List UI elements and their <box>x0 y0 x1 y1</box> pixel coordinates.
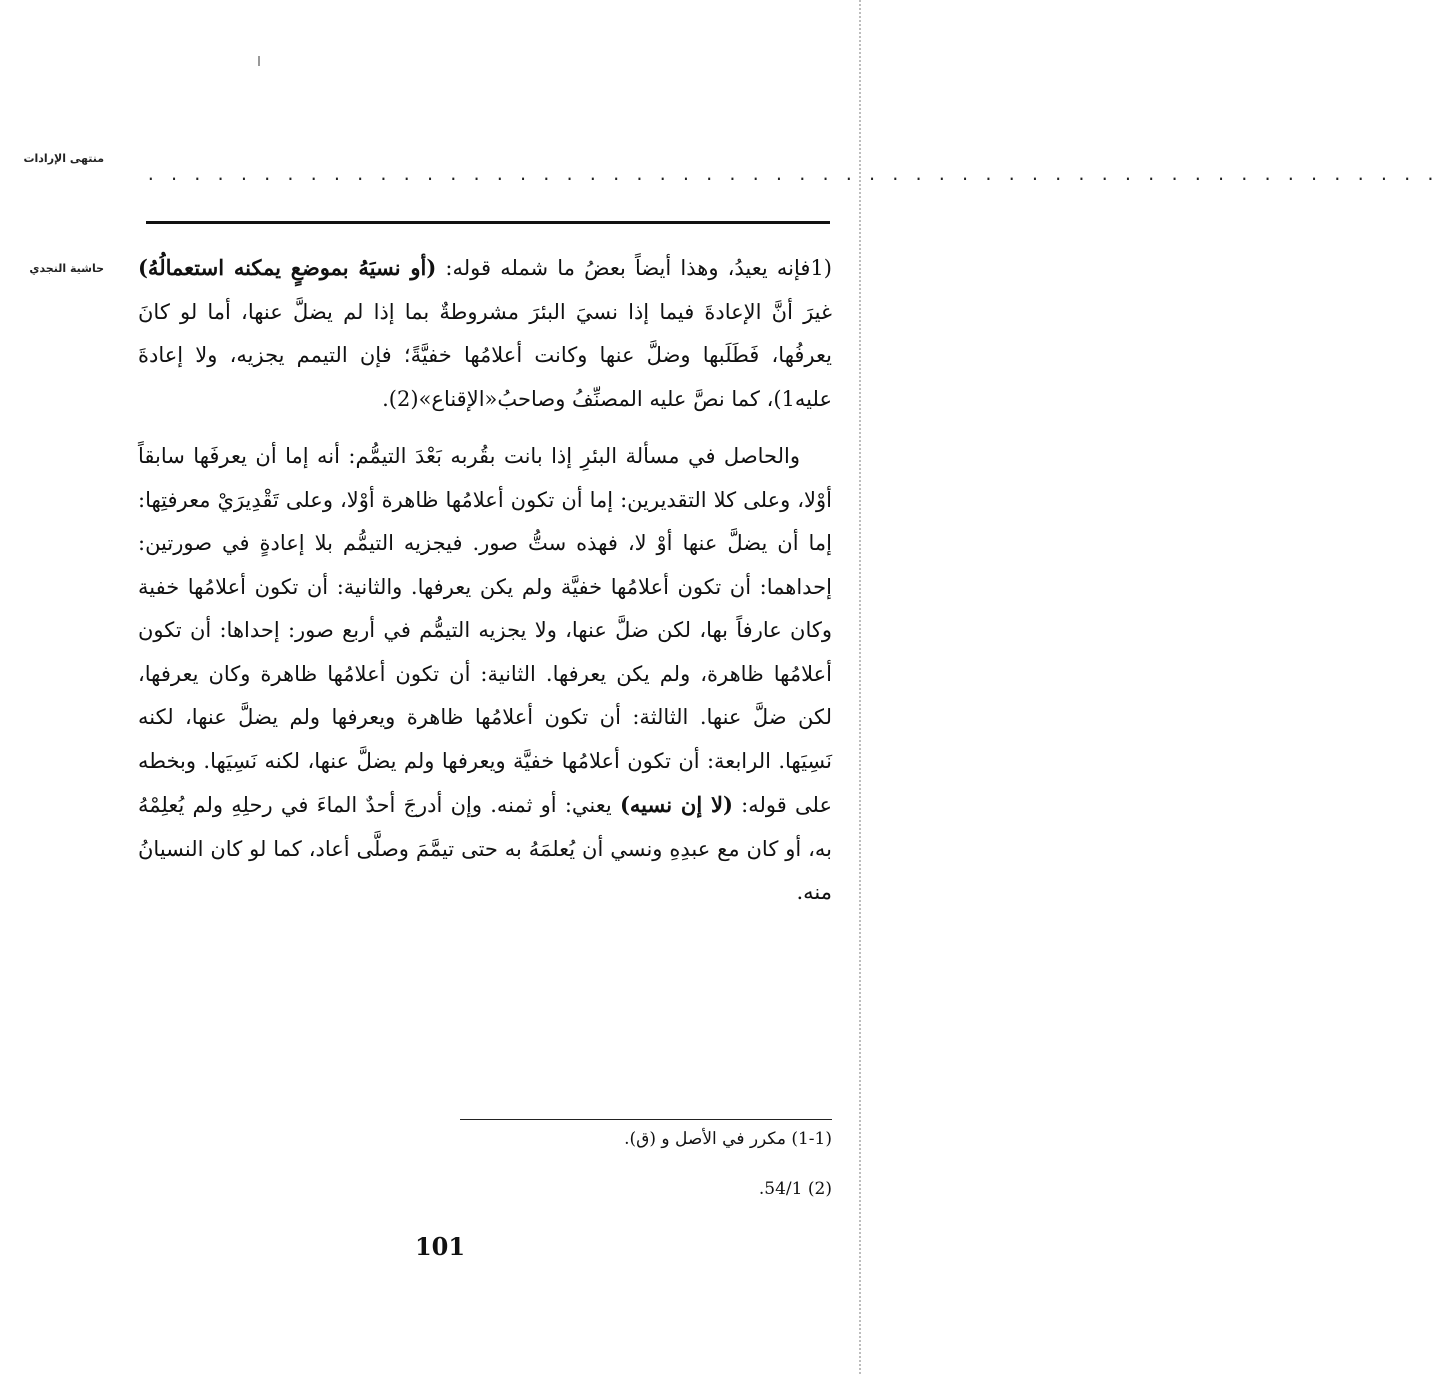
footnote-2: (2) 54/1. <box>758 1179 832 1199</box>
footnotes <box>460 1126 832 1226</box>
margin-label-hashiya: حاشية النجدي <box>29 262 104 275</box>
paragraph-1 <box>138 246 832 421</box>
quoted-matn-2: (لا إن نسيه) <box>619 792 733 817</box>
paragraph-2 <box>138 435 832 915</box>
paragraph-1-text-b: غيرَ أنَّ الإعادةَ فيما إذا نسيَ البئرَ مشروطةٌ بما إذا لم يضلَّ عنها، أما لو كانَ يعرفُها، فَطَلَبها وضلَّ عنها وكانت أعلامُها خفيَّةً؛ فإن التيمم يجزيه، ولا إعادةَ عليه1)، كما نصَّ عليه المصنِّفُ وصاحبُ«الإقناع»(2). <box>138 299 832 411</box>
paragraph-2-text-b: يعني: أو ثمنه. وإن أدرجَ أحدٌ الماءَ في رحلِهِ ولم يُعلِمْهُ به، أو كان مع عبدِهِ ونسي أن يُعلمَهُ به حتى تيمَّمَ وصلَّى أعاد، كما لو كان النسيانُ منه. <box>138 793 832 904</box>
running-header-book-title: منتهى الإرادات <box>23 152 104 165</box>
paragraph-2-text-a: والحاصل في مسألة البئرِ إذا بانت بقُربه بَعْدَ التيمُّم: أنه إما أن يعرفَها سابقاً أوْلا، وعلى كلا التقديرين: إما أن تكون أعلامُها ظاهرة أوْلا، وعلى تَقْدِيرَيْ معرفتِها: إما أن يضلَّ عنها أوْ لا، فهذه ستُّ صور. فيجزيه التيمُّم بلا إعادةٍ في صورتين: إحداهما: أن تكون أعلامُها خفيَّة ولم يكن يعرفها. والثانية: أن تكون أعلامُها خفية وكان عارفاً بها، لكن ضلَّ عنها، ولا يجزيه التيمُّم في أربع صور: إحداها: أن تكون أعلامُها ظاهرة، ولم يكن يعرفها. الثانية: أن تكون أعلامُها ظاهرة وكان يعرفها، لكن ضلَّ عنها. الثالثة: أن تكون أعلامُها ظاهرة ويعرفها ولم يضلَّ عنها، لكنه نَسِيَها. الرابعة: أن تكون أعلامُها خفيَّة ويعرفها ولم يضلَّ عنها، لكنه نَسِيَها. وبخطه على قوله: <box>138 444 832 817</box>
header-separator-rule <box>146 221 830 224</box>
scan-mark <box>258 56 260 66</box>
commentary-body <box>138 246 832 915</box>
paragraph-1-text-a: (1فإنه يعيدُ، وهذا أيضاً بعضُ ما شمله قوله: <box>436 256 832 280</box>
page-number: 101 <box>414 1232 466 1261</box>
matn-dotted-leader: . . . . . . . . . . . . . . . . . . . . . . . . . . . . . . . . . . . . . . . . . . . . . . . . . . . . . . . . <box>146 165 1437 184</box>
scan-edge-dotted-line <box>859 0 861 1374</box>
footnote-1: (1-1) مكرر في الأصل و (ق). <box>624 1129 832 1149</box>
footnote-separator-rule <box>460 1119 832 1120</box>
quoted-matn-1: (أو نسيَهُ بموضعٍ يمكنه استعمالُهُ) <box>138 255 437 280</box>
